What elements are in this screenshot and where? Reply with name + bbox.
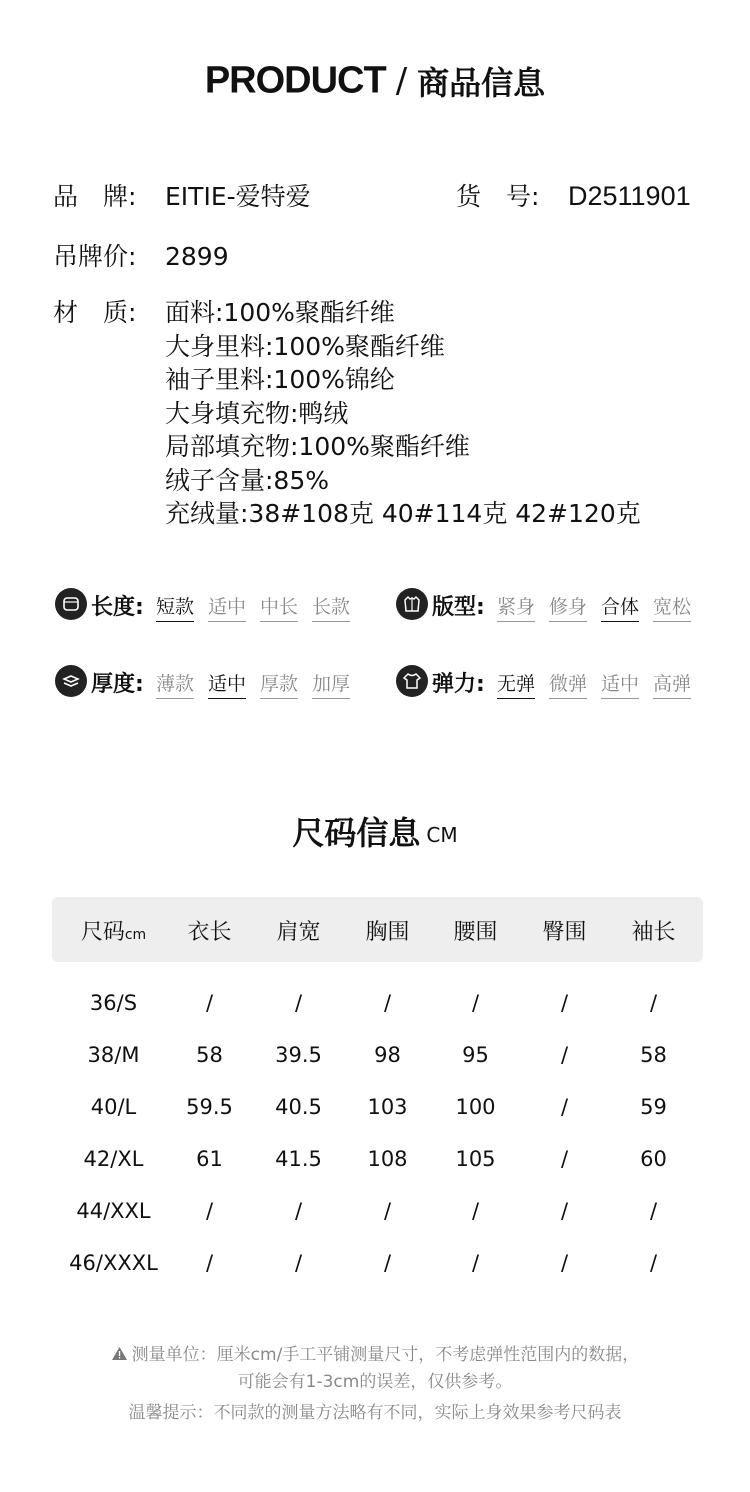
measurement-cell: 105	[455, 1147, 496, 1171]
attr-thickness-option: 厚款	[260, 669, 298, 699]
measurement-cell: /	[560, 1147, 569, 1171]
attr-thickness-label: 厚度:	[91, 672, 144, 697]
attr-elasticity-option: 微弹	[549, 669, 587, 699]
measurement-cell: /	[205, 991, 214, 1015]
size-label-cell: 42/XL	[83, 1147, 144, 1171]
table-row	[52, 1043, 703, 1083]
table-row	[52, 1251, 703, 1291]
fabric-thickness-icon	[55, 665, 87, 697]
attr-length	[55, 588, 375, 622]
size-title-unit: CM	[426, 822, 458, 847]
header-cell: 衣长	[187, 920, 232, 945]
size-label-cell: 36/S	[89, 991, 138, 1015]
measurement-cell: /	[383, 991, 392, 1015]
coat-fit-icon	[396, 588, 428, 620]
material-line: 袖子里料:100%锦纶	[165, 365, 395, 394]
size-title-text: 尺码信息	[292, 814, 421, 852]
measurement-cell: 60	[640, 1147, 667, 1171]
measurement-cell: /	[560, 1095, 569, 1119]
brand-row	[53, 180, 353, 213]
price-row	[53, 240, 353, 273]
size-label-cell: 46/XXXL	[69, 1251, 158, 1275]
attr-elasticity-option: 适中	[601, 669, 639, 699]
attr-length-option: 长款	[312, 592, 350, 622]
measurement-cell: 103	[367, 1095, 408, 1119]
shirt-stretch-icon	[396, 665, 428, 697]
attr-elasticity-option: 高弹	[653, 669, 691, 699]
table-row	[52, 1199, 703, 1239]
attr-thickness	[55, 665, 375, 699]
title-chinese: 商品信息	[417, 64, 546, 102]
note-line-2: 可能会有1-3cm的误差，仅供参考。	[237, 1372, 513, 1392]
price-value: 2899	[165, 242, 229, 271]
attr-length-option: 中长	[260, 592, 298, 622]
measurement-cell: 40.5	[275, 1095, 322, 1119]
measurement-cell: /	[471, 1199, 480, 1223]
attr-fit-option: 紧身	[497, 592, 535, 622]
measurement-cell: /	[560, 991, 569, 1015]
sku-value: D2511901	[568, 181, 691, 211]
attr-fit-option: 宽松	[653, 592, 691, 622]
measurement-cell: /	[471, 1251, 480, 1275]
attr-elasticity	[396, 665, 716, 699]
measurement-cell: 61	[196, 1147, 223, 1171]
header-cell: 胸围	[365, 920, 410, 945]
header-cell: 臀围	[542, 920, 587, 945]
measurement-cell: /	[471, 991, 480, 1015]
attr-length-options	[156, 592, 350, 622]
measurement-cell: 95	[462, 1043, 489, 1067]
measurement-cell: /	[649, 1199, 658, 1223]
size-label-cell: 40/L	[90, 1095, 137, 1119]
size-section-title	[0, 808, 750, 854]
coat-length-icon	[55, 588, 87, 620]
size-label-cell: 38/M	[87, 1043, 140, 1067]
material-line: 绒子含量:85%	[165, 465, 329, 495]
size-table-header	[52, 897, 703, 962]
attr-length-label: 长度:	[91, 595, 144, 620]
attr-fit-option: 合体	[601, 592, 639, 622]
material-line: 局部填充物:100%聚酯纤维	[165, 432, 470, 461]
attr-elasticity-label: 弹力:	[432, 672, 485, 697]
measurement-cell: /	[649, 1251, 658, 1275]
attr-thickness-options	[156, 669, 350, 699]
table-row	[52, 991, 703, 1031]
measurement-cell: /	[383, 1199, 392, 1223]
measurement-cell: 59	[640, 1095, 667, 1119]
measurement-cell: 58	[196, 1043, 223, 1067]
brand-value: EITIE-爱特爱	[165, 182, 311, 211]
attr-elasticity-options	[497, 669, 691, 699]
size-label-cell: 44/XXL	[76, 1199, 151, 1223]
attr-thickness-option: 适中	[208, 669, 246, 699]
attr-elasticity-option: 无弹	[497, 669, 535, 699]
attr-fit-options	[497, 592, 691, 622]
measurement-cell: /	[560, 1251, 569, 1275]
measurement-cell: /	[294, 991, 303, 1015]
measurement-cell: /	[294, 1199, 303, 1223]
table-row	[52, 1095, 703, 1135]
attr-fit-label: 版型:	[432, 595, 485, 620]
page-title	[0, 58, 750, 104]
measurement-cell: /	[560, 1043, 569, 1067]
header-cell-size: 尺码cm	[80, 920, 147, 945]
header-cell: 袖长	[631, 920, 676, 945]
measurement-cell: 41.5	[275, 1147, 322, 1171]
measurement-cell: 98	[374, 1043, 401, 1067]
brand-label: 品 牌:	[53, 182, 137, 211]
tip-note: 温馨提示：不同款的测量方法略有不同，实际上身效果参考尺码表	[128, 1403, 622, 1423]
material-line: 大身里料:100%聚酯纤维	[165, 331, 445, 361]
attr-length-option: 适中	[208, 592, 246, 622]
measurement-cell: /	[383, 1251, 392, 1275]
measurement-cell: 108	[367, 1147, 408, 1171]
measurement-cell: /	[205, 1199, 214, 1223]
measurement-cell: /	[560, 1199, 569, 1223]
sku-label: 货 号:	[456, 182, 540, 211]
material-row	[53, 296, 163, 329]
measurement-cell: 58	[640, 1043, 667, 1067]
measurement-cell: 39.5	[275, 1043, 322, 1067]
warning-icon	[111, 1346, 128, 1361]
sku-row	[456, 180, 706, 213]
header-cell: 肩宽	[276, 920, 321, 945]
attr-length-option: 短款	[156, 592, 194, 622]
title-english: PRODUCT	[204, 59, 386, 102]
material-list	[165, 296, 641, 531]
measurement-cell: /	[205, 1251, 214, 1275]
attr-thickness-option: 加厚	[312, 669, 350, 699]
measurement-cell: /	[649, 991, 658, 1015]
note-line-1: 测量单位：厘米cm/手工平铺测量尺寸，不考虑弹性范围内的数据，	[131, 1345, 640, 1365]
price-label: 吊牌价:	[53, 242, 137, 271]
material-line: 充绒量:38#108克 40#114克 42#120克	[165, 499, 641, 528]
material-label: 材 质:	[53, 298, 137, 327]
header-unit: cm	[124, 927, 147, 943]
material-line: 面料:100%聚酯纤维	[165, 298, 395, 327]
measurement-cell: 59.5	[186, 1095, 233, 1119]
header-cell: 腰围	[453, 920, 498, 945]
measurement-note	[0, 1340, 750, 1365]
table-row	[52, 1147, 703, 1187]
measurement-cell: /	[294, 1251, 303, 1275]
measurement-cell: 100	[455, 1095, 496, 1119]
attr-thickness-option: 薄款	[156, 669, 194, 699]
title-separator: /	[395, 61, 408, 101]
material-line: 大身填充物:鸭绒	[165, 398, 349, 428]
attr-fit	[396, 588, 716, 622]
attr-fit-option: 修身	[549, 592, 587, 622]
